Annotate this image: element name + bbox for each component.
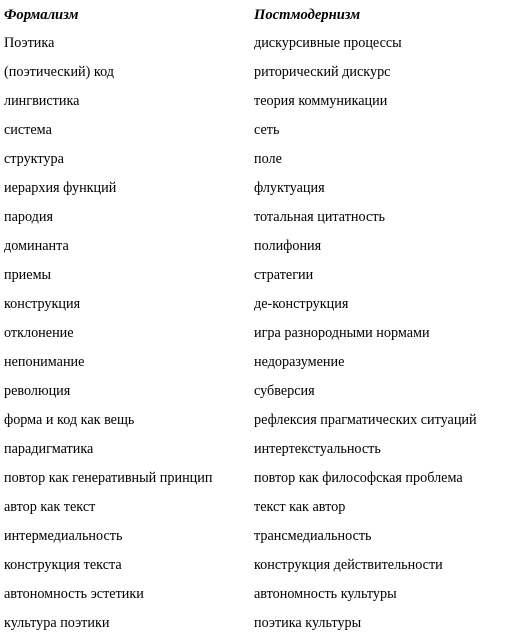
- postmodernism-term: интертекстуальность: [254, 441, 381, 457]
- comparison-table: [4, 5, 509, 642]
- formalism-term: конструкция: [4, 296, 81, 312]
- table-row: [4, 497, 509, 526]
- postmodernism-term: субверсия: [254, 383, 315, 399]
- table-row: [4, 584, 509, 613]
- table-row: [4, 468, 509, 497]
- table-row: [4, 410, 509, 439]
- table-row: [4, 33, 509, 62]
- table-row: [4, 294, 509, 323]
- formalism-term: парадигматика: [4, 441, 94, 457]
- postmodernism-term: поле: [254, 151, 282, 167]
- postmodernism-term: недоразумение: [254, 354, 345, 370]
- formalism-term: форма и код как вещь: [4, 412, 135, 428]
- formalism-term: иерархия функций: [4, 180, 117, 196]
- postmodernism-term: рефлексия прагматических ситуаций: [254, 412, 477, 428]
- table-row: [4, 439, 509, 468]
- formalism-term: приемы: [4, 267, 52, 283]
- formalism-term: отклонение: [4, 325, 74, 341]
- formalism-term: (поэтический) код: [4, 64, 114, 80]
- formalism-term: автор как текст: [4, 499, 96, 515]
- formalism-term: лингвистика: [4, 93, 80, 109]
- formalism-term: структура: [4, 151, 64, 167]
- table-row: [4, 236, 509, 265]
- table-row: [4, 91, 509, 120]
- formalism-term: доминанта: [4, 238, 69, 254]
- table-row: [4, 120, 509, 149]
- postmodernism-term: поэтика культуры: [254, 615, 362, 631]
- postmodernism-term: трансмедиальность: [254, 528, 372, 544]
- formalism-term: Поэтика: [4, 35, 55, 51]
- formalism-term: интермедиальность: [4, 528, 123, 544]
- formalism-term: пародия: [4, 209, 54, 225]
- table-row: [4, 526, 509, 555]
- formalism-term: революция: [4, 383, 71, 399]
- postmodernism-term: риторический дискурс: [254, 64, 391, 80]
- postmodernism-term: сеть: [254, 122, 280, 138]
- table-row: [4, 323, 509, 352]
- postmodernism-term: стратегии: [254, 267, 314, 283]
- postmodernism-term: де-конструкция: [254, 296, 349, 312]
- header-formalism: Формализм: [4, 7, 79, 23]
- table-row: [4, 555, 509, 584]
- formalism-term: система: [4, 122, 52, 138]
- postmodernism-term: дискурсивные процессы: [254, 35, 402, 51]
- postmodernism-term: текст как автор: [254, 499, 346, 515]
- table-row: [4, 62, 509, 91]
- formalism-term: конструкция текста: [4, 557, 122, 573]
- postmodernism-term: теория коммуникации: [254, 93, 388, 109]
- table-row: [4, 265, 509, 294]
- table-row: [4, 207, 509, 236]
- table-row: [4, 178, 509, 207]
- table-row: [4, 352, 509, 381]
- postmodernism-term: повтор как философская проблема: [254, 470, 463, 486]
- postmodernism-term: конструкция действительности: [254, 557, 443, 573]
- formalism-term: повтор как генеративный принцип: [4, 470, 213, 486]
- postmodernism-term: флуктуация: [254, 180, 325, 196]
- formalism-term: культура поэтики: [4, 615, 110, 631]
- header-row: [4, 5, 509, 33]
- table-row: [4, 381, 509, 410]
- table-row: [4, 149, 509, 178]
- postmodernism-term: автономность культуры: [254, 586, 397, 602]
- postmodernism-term: игра разнородными нормами: [254, 325, 430, 341]
- postmodernism-term: тотальная цитатность: [254, 209, 385, 225]
- postmodernism-term: полифония: [254, 238, 322, 254]
- header-postmodernism: Постмодернизм: [254, 7, 361, 23]
- table-body: [4, 33, 509, 642]
- formalism-term: непонимание: [4, 354, 85, 370]
- formalism-term: автономность эстетики: [4, 586, 144, 602]
